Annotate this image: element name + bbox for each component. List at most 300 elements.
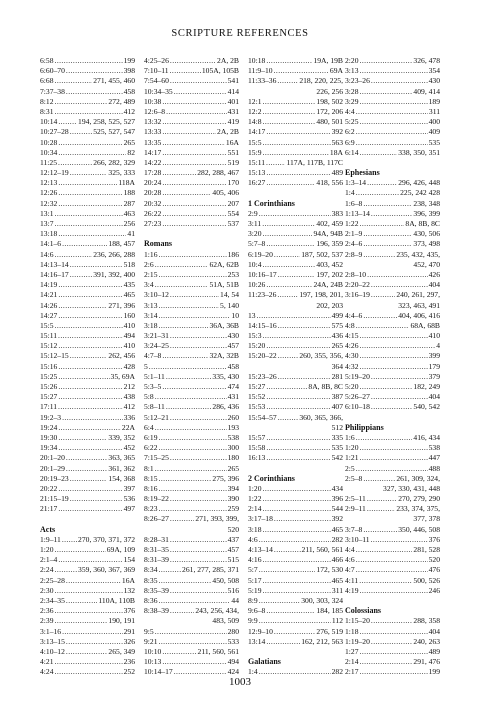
dot-leader [278,372,331,382]
index-entry [40,229,135,239]
page-references: 160 [123,310,135,320]
dot-leader [55,565,78,575]
dot-leader [155,423,227,433]
page-references: 466 [331,555,343,565]
page-references: 457 [227,545,239,554]
index-entry-continuation: 377, 378 [413,514,440,524]
dot-leader [170,555,227,565]
dot-leader [259,565,316,575]
verse-reference: 5:19–20 [345,371,370,381]
index-entry [248,138,343,148]
dot-leader [66,637,123,647]
page-references: 243, 256, 434, [195,606,239,616]
index-entry [40,596,135,606]
page-references: 236 [123,657,135,667]
dot-leader [170,494,227,504]
verse-reference: 1:18 [345,626,359,636]
verse-reference: 10:4 [248,259,262,269]
verse-reference: 8:28–31 [144,534,169,544]
page-references: 199 [428,667,440,677]
index-entry [40,280,135,290]
dot-leader [55,586,123,596]
dot-leader [367,494,397,504]
index-entry [345,637,440,647]
page-references: 463 [123,208,135,218]
index-column-2 [144,56,239,677]
dot-leader [363,525,397,535]
dot-leader [155,280,209,290]
index-entry-continuation: 327, 330, 431, 448 [383,483,440,493]
verse-reference: 3:7–8 [345,524,363,534]
dot-leader [70,351,108,361]
verse-reference: 10:16–17 [248,269,277,279]
index-entry [248,321,343,331]
page-references: 51A, 51B [209,280,239,290]
dot-leader [58,382,122,392]
dot-leader [55,219,123,229]
verse-reference: 3:1–16 [40,626,62,636]
page-references: 2A, 2B [217,127,239,137]
verse-reference: 14:19 [40,280,58,290]
verse-reference: 8:16 [144,483,158,493]
index-entry [345,535,440,545]
dot-leader [371,372,428,382]
index-entry [144,321,239,331]
index-entry [345,555,440,565]
dot-leader [170,331,227,341]
verse-reference: 7:10–11 [144,66,169,76]
dot-leader [371,392,428,402]
index-entry [40,504,135,514]
page-references: 397 [123,483,135,493]
verse-reference: 15:52 [248,392,266,402]
verse-reference: 21:17 [40,504,58,514]
dot-leader [263,525,331,535]
index-entry [40,107,135,117]
dot-leader [363,239,412,249]
dot-leader [55,76,93,86]
page-references: 186 [227,249,239,259]
dot-leader [367,270,428,280]
verse-reference: 3:20 [248,229,262,239]
page-references: 396, 399 [413,208,440,218]
dot-leader [266,637,300,647]
page-references: 438 [123,392,135,402]
verse-reference: 13:32 [144,117,162,127]
verse-reference: 1:6 [345,432,355,442]
index-entry [248,331,343,341]
index-entry [144,402,239,412]
dot-leader [277,76,298,86]
verse-reference: 2:8–10 [345,269,367,279]
verse-reference: 5:3–5 [144,382,162,391]
dot-leader [66,596,98,606]
page-references: 392 [331,514,343,524]
verse-reference: 5:17 [248,575,262,585]
index-entry [345,331,440,341]
index-entry [144,178,239,188]
index-entry [144,168,239,178]
verse-reference: 9:21 [144,636,158,646]
index-entry [40,178,135,188]
page-references: 403, 452 [316,259,343,269]
verse-reference: 7:15–25 [144,453,169,463]
index-entry [248,525,343,535]
index-entry [40,219,135,229]
page-references: 339, 352 [108,432,135,442]
page-references: 409 [428,127,440,137]
verse-reference: 8:38–39 [144,606,169,616]
verse-reference: 16:13 [248,453,266,463]
page-references: 235, 432, 435, [396,249,440,259]
page-references: 271, 393, 399, [195,514,239,524]
dot-leader [266,280,312,290]
dot-leader [55,616,108,626]
page-references: 465 [331,524,343,534]
dot-leader [360,586,428,596]
page-references: 188 [123,188,135,198]
verse-reference: 14:22 [144,157,162,167]
index-entry [248,382,343,392]
dot-leader [162,97,226,107]
page-references: 407 [331,402,343,412]
verse-reference: 1:20 [40,545,54,554]
dot-leader [70,260,123,270]
dot-leader [360,627,428,637]
dot-leader [162,138,225,148]
verse-reference: 10:14–17 [144,667,173,677]
verse-reference: 11:25 [40,157,58,167]
verse-reference: 4:10–12 [40,646,65,656]
page-references: 494 [227,657,239,667]
verse-reference: 3:10–12 [144,290,169,300]
index-entry [40,66,135,76]
page-references: 253 [227,269,239,279]
index-entry [40,423,135,433]
index-entry [40,637,135,647]
dot-leader [371,280,428,290]
verse-reference: 10:34 [40,147,58,157]
page-references: 170 [227,178,239,188]
verse-reference: 15:20–22 [248,351,277,361]
index-entry [40,270,135,280]
dot-leader [58,362,122,372]
index-entry [144,392,239,402]
dot-leader [58,280,122,290]
index-entry [40,657,135,667]
verse-reference: 4:13–14 [248,545,273,554]
verse-reference: 13:7 [40,219,54,228]
verse-reference: 6:60–70 [40,66,65,76]
dot-leader [55,97,108,107]
book-heading: Colossians [345,606,382,616]
index-entry [345,525,440,535]
index-entry [40,138,135,148]
verse-reference: 14:6 [40,249,54,259]
index-entry [345,545,440,555]
verse-reference: 1:27 [345,646,359,656]
index-entry [248,56,343,66]
page-references: 236, 266, 288 [93,249,135,259]
verse-reference: 19:24 [40,422,58,432]
dot-leader [259,209,331,219]
dot-leader [159,576,212,586]
verse-reference: 5:8–11 [144,402,165,412]
verse-reference: 5:25 [345,117,359,127]
verse-reference: 6:10–18 [345,402,370,412]
index-entry [248,168,343,178]
dot-leader [274,545,301,555]
page-references: 265 [123,137,135,147]
verse-reference: 3:17–18 [248,514,273,524]
verse-reference: 1:4 [345,188,355,198]
verse-reference: 20:22 [40,483,58,493]
verse-reference: 14:17 [144,147,162,157]
dot-leader [367,504,396,514]
page-references: 311 [331,585,343,595]
index-entry [144,576,239,586]
dot-leader [263,555,331,565]
index-spacer [345,413,440,423]
dot-leader [70,270,93,280]
index-entry [345,66,440,76]
page-references: 416, 434 [413,432,440,442]
dot-leader [274,514,331,524]
verse-reference: 15:25 [40,371,58,381]
index-entry [248,586,343,596]
dot-leader [55,56,123,66]
index-entry [345,250,440,260]
page-references: 376 [428,534,440,544]
dot-leader [162,158,226,168]
index-entry [40,565,135,575]
page-references: 404 [428,626,440,636]
index-entry [345,351,440,361]
dot-leader [159,311,231,321]
verse-reference: 1:9–11 [40,534,61,544]
verse-reference: 3:21–31 [144,331,169,341]
verse-reference: 20:19–23 [40,473,69,483]
index-entry [345,453,440,463]
page-references: 261, 277, 285, 371 [182,565,239,575]
index-entry [345,270,440,280]
index-entry-continuation: 452, 470 [413,259,440,269]
dot-leader [62,535,77,545]
page-references: 265 [227,463,239,473]
dot-leader [58,290,122,300]
page-references: 286, 436 [212,402,239,412]
index-entry [40,382,135,392]
page-references: 520 [428,555,440,565]
verse-reference: 2:1–9 [345,229,363,239]
dot-leader [363,229,412,239]
verse-reference: 8:23 [144,504,158,514]
dot-leader [159,596,231,606]
page-references: 82 [127,147,135,157]
verse-reference: 9:5 [144,626,154,636]
dot-leader [356,464,428,474]
page-references: 401 [227,96,239,106]
page-references: 69A, 109 [106,545,135,554]
dot-leader [263,576,331,586]
dot-leader [359,576,412,586]
verse-reference: 3:10–11 [345,534,370,544]
verse-reference: 13:18 [40,229,58,239]
dot-leader [371,616,413,626]
index-entry [144,311,239,321]
book-heading: 1 Corinthians [248,198,295,208]
verse-reference: 15:54–57 [248,412,277,422]
page-references: 300 [227,443,239,453]
index-entry [144,351,239,361]
index-entry [144,280,239,290]
book-heading: 2 Corinthians [248,473,295,483]
index-entry [40,647,135,657]
dot-leader [266,127,330,137]
index-entry [345,199,440,209]
index-entry [144,372,239,382]
page-references: 361, 362 [108,463,135,473]
dot-leader [159,433,227,443]
index-entry [40,168,135,178]
page-references: 240, 263 [413,636,440,646]
dot-leader [360,97,428,107]
verse-reference: 2:30 [40,585,54,595]
index-entry [248,260,343,270]
page-references: 154, 368 [108,473,135,483]
verse-reference: 2:5–8 [345,473,363,483]
dot-leader [360,117,428,127]
page-references: 218, 220, 225, [299,76,343,86]
dot-leader [263,504,331,514]
dot-leader [263,331,331,341]
index-entry [345,239,440,249]
dot-leader [55,321,123,331]
dot-leader [170,514,194,524]
verse-reference: 10:13 [144,657,162,667]
dot-leader [266,239,315,249]
page-references: 162, 212, 563 [301,636,343,646]
verse-reference: 2:6 [144,259,154,269]
index-entry [345,657,440,667]
dot-leader [356,127,428,137]
page-references: 246 [428,585,440,595]
index-entry [144,331,239,341]
page-references: 525, 527, 547 [93,127,135,137]
index-entry [345,76,440,86]
dot-leader [360,647,428,657]
index-spacer [345,158,440,168]
index-entry [40,250,135,260]
index-entry [144,382,239,392]
dot-leader [170,290,219,300]
index-entry [345,616,440,626]
index-entry [144,188,239,198]
page-references: 252 [123,667,135,677]
dot-leader [66,576,121,586]
index-entry [144,260,239,270]
verse-reference: 12:1 [248,96,262,106]
index-entry [345,117,440,127]
verse-reference: 2:20 [345,56,359,65]
verse-reference: 5:7 [248,565,258,575]
page-references: 265, 349 [108,646,135,656]
dot-leader [360,341,436,351]
verse-reference: 2:9 [248,208,258,218]
index-entry [144,637,239,647]
index-entry [40,402,135,412]
dot-leader [371,290,395,300]
index-entry [40,576,135,586]
index-entry [248,127,343,137]
dot-leader [55,107,123,117]
dot-leader [149,362,227,372]
index-entry [40,616,135,626]
page-references: 282 [331,667,343,677]
page-references: 430 [227,331,239,341]
index-entry [144,647,239,657]
index-entry-continuation: 520 [227,524,239,534]
dot-leader [356,107,428,117]
dot-leader [58,423,121,433]
index-entry [345,127,440,137]
page-references: 68A, 68B [410,320,440,330]
page-references: 424 [227,667,239,677]
index-column-1 [40,56,135,677]
verse-reference: 3:13 [345,66,359,76]
page-references: 256 [123,219,135,228]
dot-leader [55,545,106,555]
verse-reference: 19:34 [40,443,58,453]
index-entry [40,484,135,494]
dot-leader [360,657,413,667]
page-references: 4 [436,341,440,351]
verse-reference: 3:13–15 [40,636,65,646]
page-references: 373, 498 [413,239,440,249]
dot-leader [70,127,93,137]
index-entry [144,474,239,484]
dot-leader [371,76,428,86]
page-references: 465 [123,290,135,300]
dot-leader [162,127,216,137]
verse-reference: 7:54–60 [144,76,169,86]
index-entry [40,127,135,137]
index-entry [144,413,239,423]
verse-reference: 4:24 [40,667,54,677]
index-entry [40,535,135,545]
verse-reference: 2:20–22 [345,280,370,290]
dot-leader [58,331,123,341]
dot-leader [66,464,108,474]
index-spacer [345,596,440,606]
page-references: 360, 365, 366, [299,412,343,422]
index-entry [345,97,440,107]
verse-reference: 8:31–39 [144,555,169,565]
verse-reference: 3:13 [144,300,158,310]
dot-leader [55,657,123,667]
verse-reference: 12:13 [40,178,58,188]
verse-reference: 5:7–8 [248,239,266,249]
verse-reference: 3:18 [248,524,262,534]
verse-reference: 2:36 [40,606,54,616]
dot-leader [162,148,226,158]
index-entry [40,117,135,127]
verse-reference: 13:1 [40,208,54,218]
page-references: 404, 406, 416 [398,310,440,320]
index-entry [345,565,440,575]
page-references: 537 [227,219,239,228]
page-references: 36A, 36B [209,320,239,330]
